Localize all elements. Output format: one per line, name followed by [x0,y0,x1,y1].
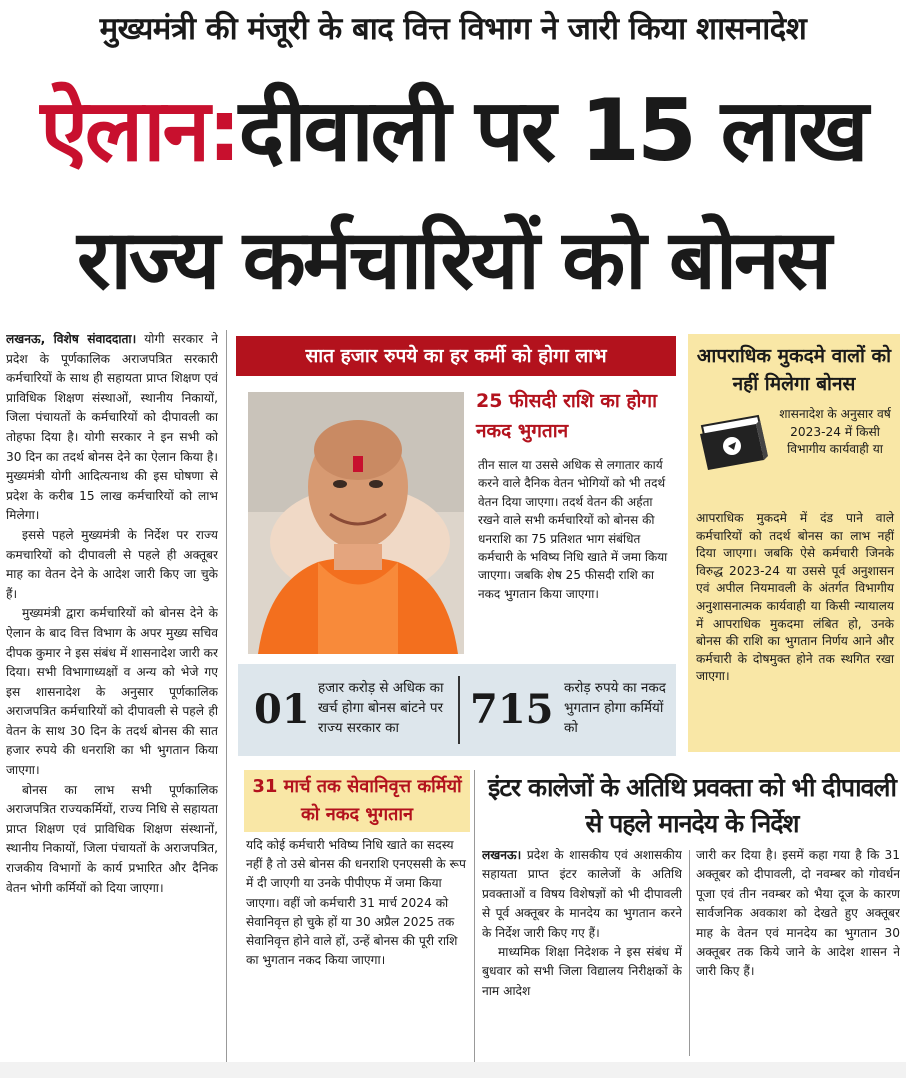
portrait-illustration [248,392,464,654]
bottom-right-heading: इंटर कालेजों के अतिथि प्रवक्ता को भी दीपावली से पहले मानदेय के निर्देश [488,773,896,838]
center-subheading: 25 फीसदी राशि का होगा नकद भुगतान [476,390,657,442]
stat-number-1: 01 [254,686,310,733]
banknote-bundle-icon [696,412,772,474]
bottom-right-column-1 [482,846,682,1058]
bottom-right-paragraph-1: प्रदेश के शासकीय एवं अशासकीय सहायता प्राप्त इंटर कालेजों के अतिथि प्रवक्ताओं व विषय विशेषज्ञों को भी दीपावली से पूर्व अक्तूबर के मानदेय का भुगतान करने के निर्देश जारी किए गए हैं। [482,848,682,940]
article-paragraph-4: बोनस का लाभ सभी पूर्णकालिक अराजपत्रित राज्यकर्मियों, राज्य निधि से सहायता प्राप्त शिक्षण एवं प्राविधिक शिक्षण संस्थानों, स्थानीय निकायों, जिला पंचायतों के अराजपत्रित, राजकीय विभागों के कार्य प्रभारित और दैनिक वेतन भोगी कर्मियों को दिया जाएगा। [6,782,218,895]
headline-red-word: ऐलान: [40,81,239,181]
article-paragraph-2: इससे पहले मुख्यमंत्री के निर्देश पर राज्य कमचारियों को दीपावली से पहले ही अक्तूबर माह का वेतन देने के आदेश जारी किए जा चुके हैं। [6,527,218,601]
stat-number-2: 715 [470,686,554,733]
left-article-column [6,330,218,1070]
stats-strip [238,664,676,756]
kicker-headline: मुख्यमंत्री की मंजूरी के बाद वित्त विभाग ने जारी किया शासनादेश [99,11,807,47]
column-divider [474,770,475,1062]
page-bottom-edge [0,1062,906,1078]
center-body-text: तीन साल या उससे अधिक से लगातार कार्य करने वाले दैनिक वेतन भोगियों को भी तदर्थ वेतन दिया जाएगा। तदर्थ वेतन की अर्हता रखने वाले सभी कर्मचारियों को बोनस की धनराशि का 75 प्रतिशत भाग संबंधित कर्मचारी के भविष्य निधि खाते में जमा किया जाएगा। जबकि शेष 25 फीसदी राशि का नकद भुगतान किया जाएगा। [478,458,668,601]
right-box-heading: आपराधिक मुकदमे वालों को नहीं मिलेगा बोनस [696,345,892,395]
stat-divider [458,676,460,744]
bottom-right-column-2: जारी कर दिया है। इसमें कहा गया है कि 31 अक्तूबर को दीपावली, दो नवम्बर को गोवर्धन पूजा एवं तीन नवम्बर को भैया दूज के कारण सार्वजनिक अवकाश को देखते हुए अक्तूबर माह के वेतन एवं मानदेय का भुगतान 30 अक्तूबर तक किये जाने के आदेश शासन ने जारी किए हैं। [696,848,900,979]
main-headline-line2: राज्य कर्मचारियों को बोनस [77,213,829,308]
right-sidebar-box [688,334,900,752]
center-banner: सात हजार रुपये का हर कर्मी को होगा लाभ [236,336,676,376]
main-headline-line1 [0,72,906,192]
right-box-body: आपराधिक मुकदमे में दंड पाने वाले कर्मचारियों को तदर्थ बोनस का लाभ नहीं दिया जाएगा। जबकि ऐसे कर्मचारी जिनके विरुद्ध 2023-24 या उससे पूर्व अनुशासन एवं अपील नियमावली के अंतर्गत विभागीय अनुशासनात्मक कार्यवाही या किसी न्यायालय में आपराधिक मुकदमा लंबित हो, उनके बोनस की राशि का भुगतान निर्णय आने और कर्मचारी के दोषमुक्त होने तक स्थगित रखा जाएगा। [696,511,894,684]
bottom-center-heading: 31 मार्च तक सेवानिवृत्त कर्मियों को नकद भुगतान [244,770,470,832]
stat-text-2: करोड़ रुपये का नकद भुगतान होगा कर्मियों को [564,680,666,736]
stat-text-1: हजार करोड़ से अधिक का खर्च होगा बोनस बांटने पर राज्य सरकार का [318,680,444,736]
article-paragraph-1: योगी सरकार ने प्रदेश के पूर्णकालिक अराजपत्रित सरकारी कर्मचारियों के साथ ही सहायता प्राप्त शिक्षण एवं प्राविधिक शिक्षण संस्थाओं, स्थानीय निकायों, जिला पंचायतों के कर्मचारियों को दीपावली का तोहफा दिया है। योगी सरकार ने इन सभी को 30 दिन का तदर्थ बोनस देने का ऐलान किया है। मुख्यमंत्री योगी आदित्यनाथ की इस घोषणा से प्रदेश के करीब 15 लाख कर्मचारियों को लाभ मिलेगा। [6,332,218,523]
right-box-side-text: शासनादेश के अनुसार वर्ष 2023-24 में किसी विभागीय कार्यवाही या [779,407,891,456]
bottom-center-body: यदि कोई कर्मचारी भविष्य निधि खाते का सदस्य नहीं है तो उसे बोनस की धनराशि एनएससी के रूप में दी जाएगी या उनके पीपीएफ में जमा किया जाएगा। वहीं जो कर्मचारी 31 मार्च 2024 को सेवानिवृत्त हो चुके हों या 30 अप्रैल 2025 तक सेवानिवृत्त होने वाले हों, उन्हें बोनस की पूरी राशि का भुगतान नकद किया जाएगा। [246,838,466,968]
column-divider [689,850,690,1056]
person-portrait-photo [248,392,464,654]
article-paragraph-3: मुख्यमंत्री द्वारा कर्मचारियों को बोनस देने के ऐलान के बाद वित्त विभाग के अपर मुख्य सचिव दीपक कुमार ने इस संबंध में शासनादेश जारी कर दिया। सभी विभागाध्यक्षों व अन्य को भेजे गए इस शासनादेश के अनुसार पूर्णकालिक अराजपत्रित कर्मचारियों को दीपावली से पहले ही वेतन के साथ 30 दिन के तदर्थ बोनस की सात हजार रुपये की धनराशि का भी भुगतान किया जाएगा। [6,606,218,778]
column-divider [226,330,227,1062]
dateline: लखनऊ, विशेष संवाददाता। [6,332,137,346]
headline-line1-text: दीवाली पर 15 लाख [238,81,866,181]
bottom-right-paragraph-2: माध्यमिक शिक्षा निदेशक ने इस संबंध में बुधवार को सभी जिला विद्यालय निरीक्षकों के नाम आदेश [482,945,682,998]
bottom-right-dateline: लखनऊ। [482,848,522,862]
